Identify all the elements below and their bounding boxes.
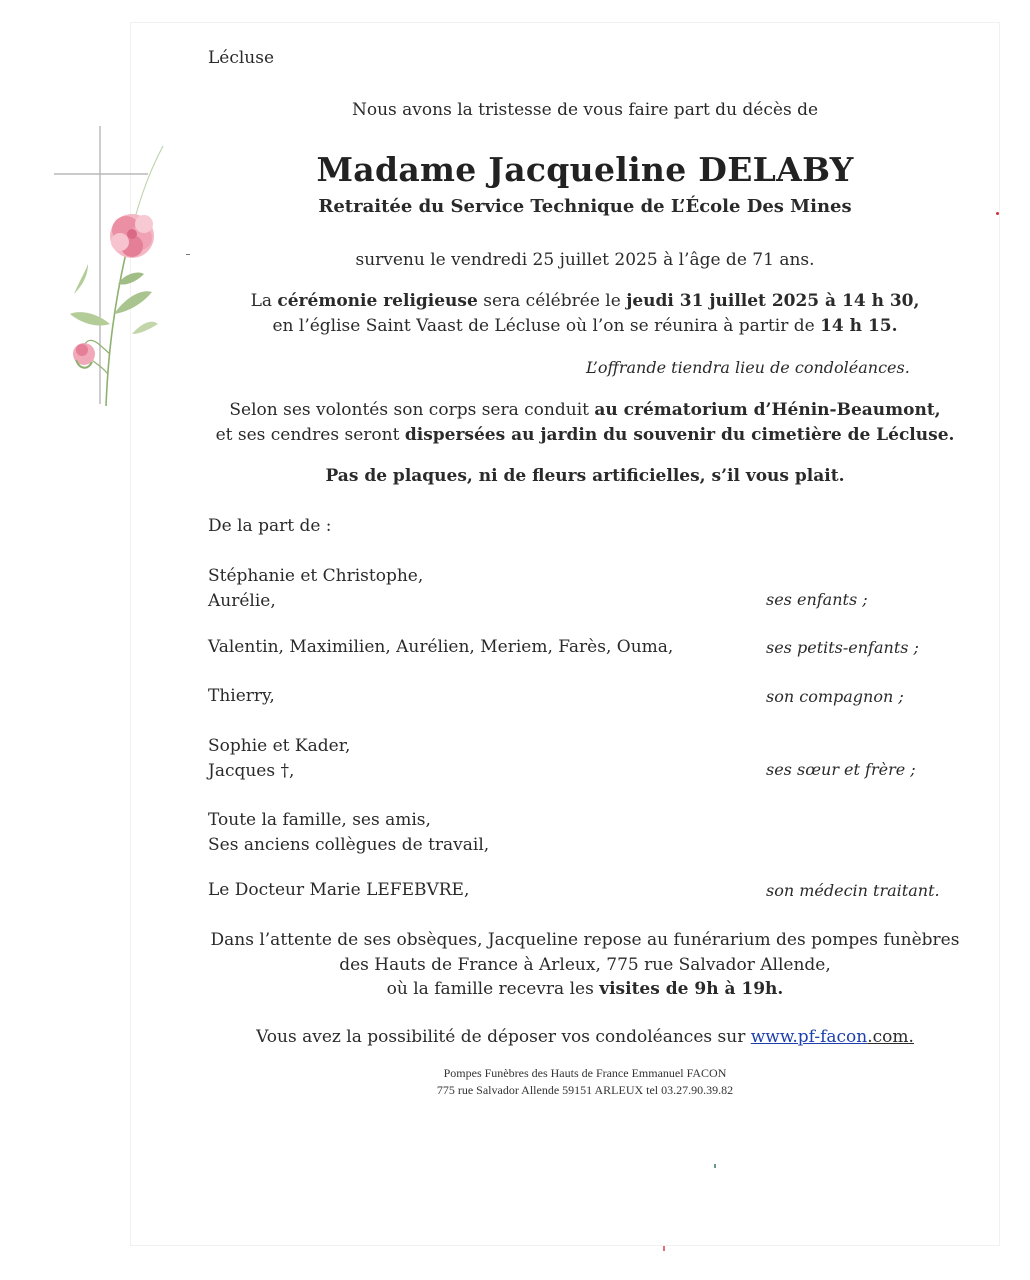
cremation-text-1: Selon ses volontés son corps sera conduit xyxy=(229,400,595,420)
family-line: Ses anciens collègues de travail, xyxy=(208,835,490,855)
family-group-siblings xyxy=(208,734,350,784)
ceremony-text-1: La xyxy=(250,291,278,311)
family-line: Jacques †, xyxy=(208,761,295,781)
scan-speck xyxy=(663,1246,665,1251)
family-group-doctor xyxy=(208,880,469,900)
ceremony-location: en l’église Saint Vaast de Lécluse où l’on se réunira à partir de xyxy=(272,316,821,336)
ceremony-line-2 xyxy=(180,316,990,336)
ceremony-line-1 xyxy=(180,291,990,311)
family-line: Aurélie, xyxy=(208,591,276,611)
place-name: Lécluse xyxy=(208,48,275,68)
cremation-text-2: et ses cendres seront xyxy=(215,425,405,445)
family-line: Le Docteur Marie LEFEBVRE, xyxy=(208,880,470,900)
scan-speck xyxy=(996,212,999,215)
ceremony-type: cérémonie religieuse xyxy=(277,291,478,311)
family-line: Stéphanie et Christophe, xyxy=(208,566,424,586)
condolences-text: Vous avez la possibilité de déposer vos condoléances sur xyxy=(256,1027,751,1047)
intro-line: Nous avons la tristesse de vous faire part du décès de xyxy=(351,100,819,120)
cremation-line-1 xyxy=(180,400,990,420)
funerarium-line-1: Dans l’attente de ses obsèques, Jacqueline repose au funérarium des pompes funèbres xyxy=(210,930,960,950)
deceased-role: Retraitée du Service Technique de L’École Des Mines xyxy=(318,196,852,217)
visit-hours: visites de 9h à 19h. xyxy=(599,979,784,999)
condolences-link-suffix[interactable]: .com. xyxy=(867,1027,914,1047)
funerarium-line-3 xyxy=(180,979,990,999)
footer-company: Pompes Funèbres des Hauts de France Emmanuel FACON xyxy=(443,1066,727,1080)
condolences-link[interactable]: www.pf-facon xyxy=(750,1027,868,1047)
crematorium: au crématorium d’Hénin-Beaumont, xyxy=(594,400,941,420)
death-line: survenu le vendredi 25 juillet 2025 à l’âge de 71 ans. xyxy=(355,250,815,270)
family-group-grandchildren xyxy=(208,637,673,657)
from-label: De la part de : xyxy=(208,516,332,536)
ceremony-date: jeudi 31 juillet 2025 à 14 h 30, xyxy=(626,291,920,311)
relation-siblings: ses sœur et frère ; xyxy=(766,760,916,779)
no-flowers-note: Pas de plaques, ni de fleurs artificielles, s’il vous plait. xyxy=(325,466,845,486)
cross-and-flower-illustration xyxy=(48,124,178,414)
scan-speck xyxy=(714,1164,716,1168)
deceased-name: Madame Jacqueline DELABY xyxy=(316,150,854,189)
funerarium-line-2: des Hauts de France à Arleux, 775 rue Salvador Allende, xyxy=(339,955,831,975)
scan-speck xyxy=(186,254,190,255)
offering-note: L’offrande tiendra lieu de condoléances. xyxy=(586,358,910,377)
family-group-children xyxy=(208,564,423,614)
family-line: Valentin, Maximilien, Aurélien, Meriem, Farès, Ouma, xyxy=(208,637,674,657)
relation-doctor: son médecin traitant. xyxy=(766,881,940,900)
visit-text: où la famille recevra les xyxy=(386,979,600,999)
relation-children: ses enfants ; xyxy=(766,590,868,609)
ceremony-text-2: sera célébrée le xyxy=(477,291,627,311)
family-group-friends xyxy=(208,808,489,858)
footer-address: 775 rue Salvador Allende 59151 ARLEUX tel 03.27.90.39.82 xyxy=(436,1083,734,1097)
family-line: Sophie et Kader, xyxy=(208,736,351,756)
ceremony-gathering-time: 14 h 15. xyxy=(820,316,898,336)
condolences-line xyxy=(180,1027,990,1047)
family-line: Toute la famille, ses amis, xyxy=(208,810,431,830)
family-group-companion xyxy=(208,686,275,706)
ashes-dispersal: dispersées au jardin du souvenir du cimetière de Lécluse. xyxy=(404,425,955,445)
family-line: Thierry, xyxy=(208,686,275,706)
relation-companion: son compagnon ; xyxy=(766,687,904,706)
cremation-line-2 xyxy=(180,425,990,445)
relation-grandchildren: ses petits-enfants ; xyxy=(766,638,919,657)
